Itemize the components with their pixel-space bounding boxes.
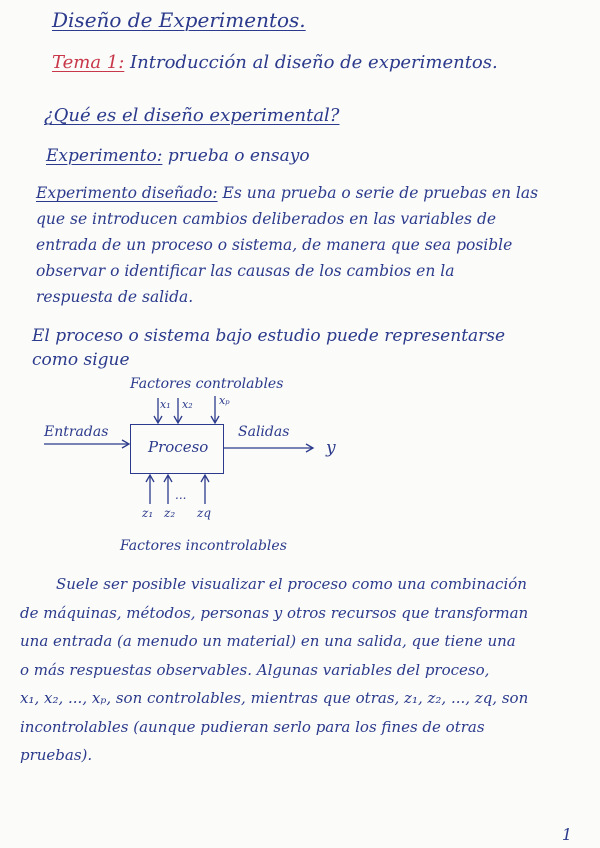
body-paragraph [20, 570, 528, 770]
definition-line: respuesta de salida. [36, 288, 194, 306]
body-line: x₁, x₂, ..., xₚ, son controlables, mientras que otras, z₁, z₂, ..., zq, son [20, 689, 529, 707]
designed-experiment-label: Experimento diseñado: [36, 184, 218, 202]
body-line: incontrolables (aunque pudieran serlo para los fines de otras [20, 717, 485, 736]
controllable-factors-label: Factores controlables [130, 376, 284, 392]
process-intro-line: El proceso o sistema bajo estudio puede representarse [32, 326, 506, 346]
definition-line: Es una prueba o serie de pruebas en las [222, 184, 539, 202]
process-label: Proceso [148, 438, 209, 456]
definition-line: observar o identificar las causas de los cambios en la [36, 262, 455, 280]
controllable-var: x₁ [160, 398, 171, 411]
controllable-var: xₚ [219, 394, 230, 407]
body-line: de máquinas, métodos, personas y otros recursos que transforman [20, 603, 529, 622]
body-line: o más respuestas observables. Algunas variables del proceso, [20, 660, 490, 679]
uncontrollable-factors-label: Factores incontrolables [120, 538, 287, 554]
uncontrollable-var: zq [197, 506, 212, 520]
uncontrollable-var: z₁ [142, 506, 154, 520]
experiment-label: Experimento: [46, 146, 163, 166]
topic-text: Introducción al diseño de experimentos. [130, 52, 498, 73]
uncontrollable-var: z₂ [164, 506, 176, 520]
page-number: 1 [561, 825, 572, 844]
process-intro-line: como sigue [32, 350, 130, 370]
uncontrollable-ellipsis: ... [175, 488, 187, 502]
definition-line: entrada de un proceso o sistema, de manera que sea posible [36, 236, 513, 254]
body-line: pruebas). [20, 746, 93, 764]
outputs-label: Salidas [238, 424, 290, 440]
controllable-var: x₂ [182, 398, 193, 411]
body-line: una entrada (a menudo un material) en una salida, que tiene una [20, 632, 516, 650]
output-var: y [326, 438, 336, 458]
experiment-text: prueba o ensayo [167, 146, 310, 166]
body-line: Suele ser posible visualizar el proceso como una combinación [56, 575, 527, 593]
page-title: Diseño de Experimentos. [52, 8, 306, 32]
definition-line: que se introducen cambios deliberados en las variables de [36, 210, 497, 228]
inputs-label: Entradas [44, 424, 109, 440]
topic-label: Tema 1: [52, 52, 125, 73]
question-heading: ¿Qué es el diseño experimental? [44, 105, 340, 126]
